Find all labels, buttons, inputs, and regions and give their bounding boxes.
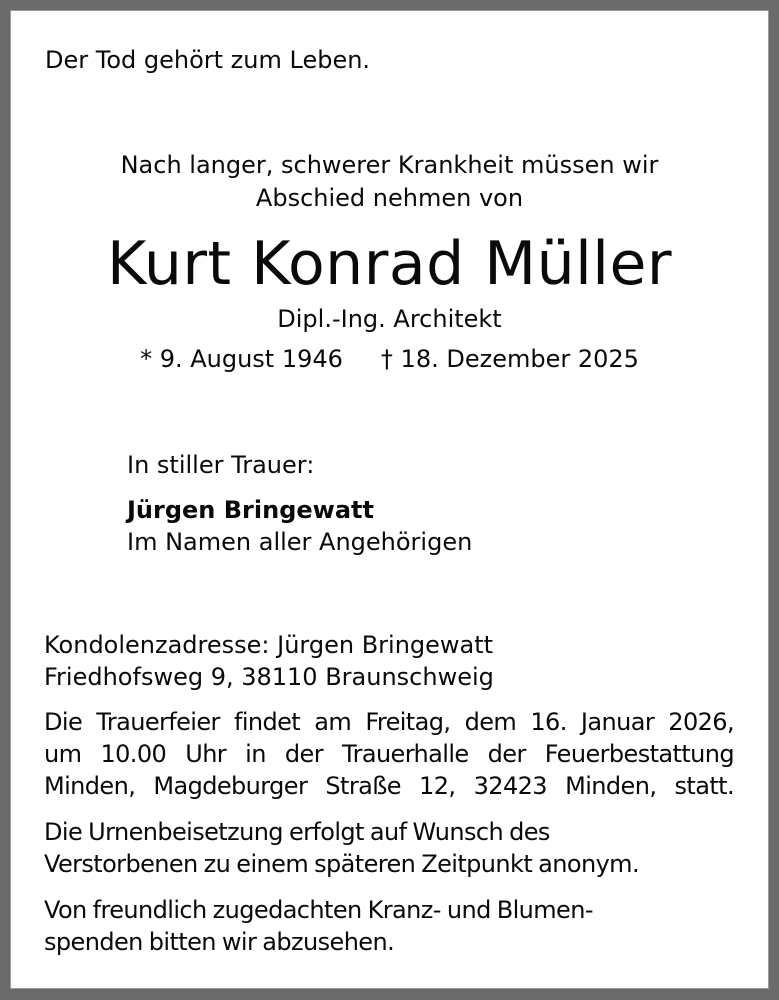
deceased-name: Kurt Konrad Müller xyxy=(106,229,673,299)
funeral-service-line-3: Minden, Magdeburger Straße 12, 32423 Minden, statt. xyxy=(44,772,734,800)
obituary-notice xyxy=(10,10,769,989)
condolence-address-line-1: Kondolenzadresse: Jürgen Bringewatt xyxy=(44,631,494,659)
mourner-name: Jürgen Bringewatt xyxy=(127,496,374,524)
urn-burial-line-2: Verstorbenen zu einem späteren Zeitpunkt anonym. xyxy=(44,850,639,878)
birth-date: * 9. August 1946 xyxy=(140,345,343,373)
deceased-title: Dipl.-Ing. Architekt xyxy=(277,305,502,333)
motto: Der Tod gehört zum Leben. xyxy=(45,46,371,74)
mourning-label: In stiller Trauer: xyxy=(127,451,315,479)
funeral-service-paragraph xyxy=(44,706,734,802)
urn-burial-line-1: Die Urnenbeisetzung erfolgt auf Wunsch des xyxy=(44,818,550,846)
flowers-note-paragraph xyxy=(44,894,734,958)
condolence-address-line-2: Friedhofsweg 9, 38110 Braunschweig xyxy=(44,663,494,691)
funeral-service-line-1: Die Trauerfeier findet am Freitag, dem 16. Januar 2026, xyxy=(44,708,734,736)
death-date: † 18. Dezember 2025 xyxy=(380,345,639,373)
urn-burial-paragraph xyxy=(44,816,734,880)
on-behalf-line: Im Namen aller Angehörigen xyxy=(127,528,473,556)
intro-line-2: Abschied nehmen von xyxy=(255,184,524,212)
intro-line-1: Nach langer, schwerer Krankheit müssen wir xyxy=(120,151,659,179)
flowers-note-line-2: spenden bitten wir abzusehen. xyxy=(44,928,395,956)
flowers-note-line-1: Von freundlich zugedachten Kranz- und Blumen- xyxy=(44,896,593,924)
funeral-service-line-2: um 10.00 Uhr in der Trauerhalle der Feuerbestattung xyxy=(44,740,734,768)
life-dates xyxy=(10,343,769,375)
